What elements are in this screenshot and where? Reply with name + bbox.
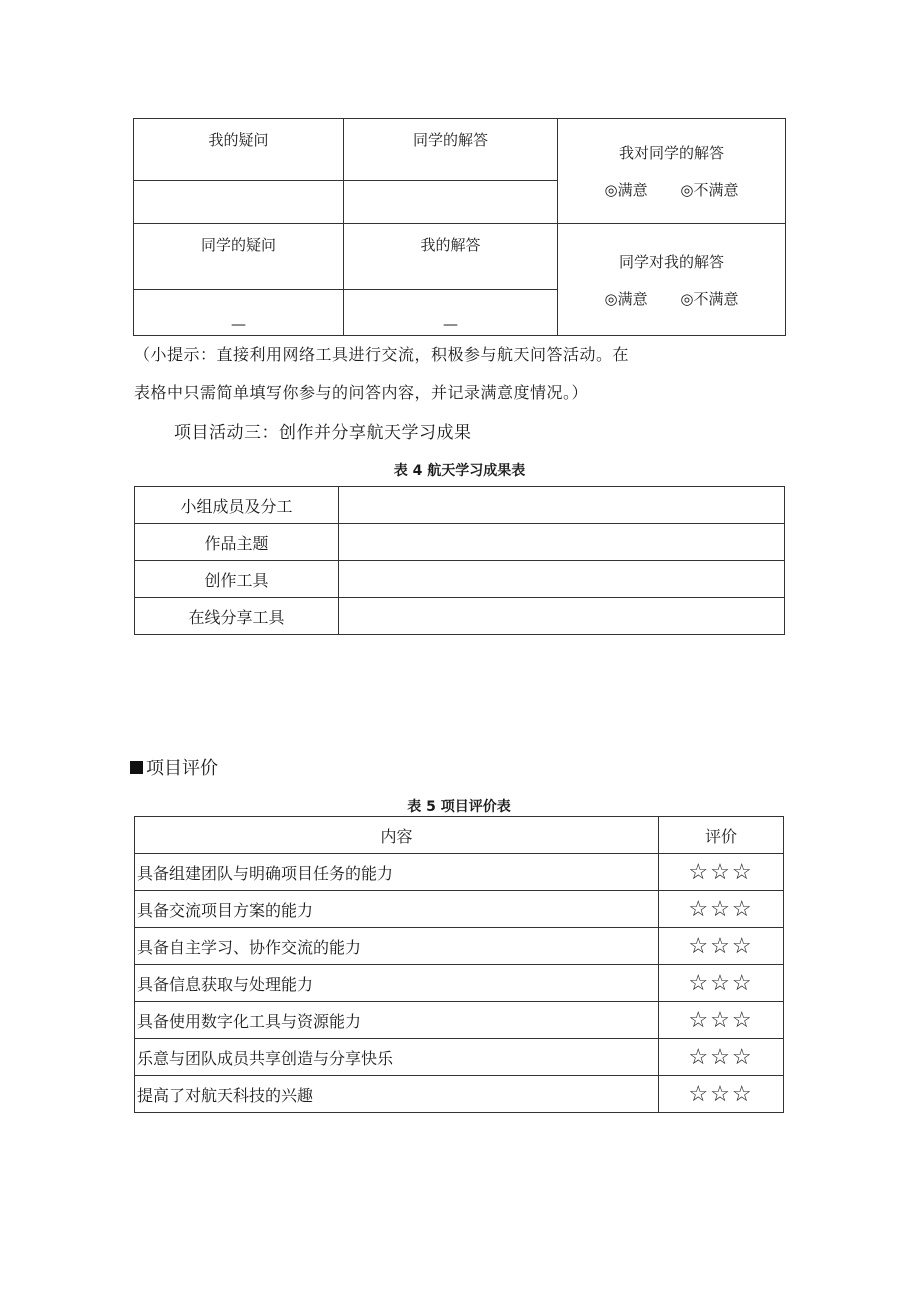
- table-row: [135, 928, 784, 965]
- my-rating-title: 我对同学的解答: [618, 144, 724, 162]
- row-input-cell[interactable]: [339, 598, 785, 635]
- my-question-header: 我的疑问: [134, 119, 344, 181]
- black-square-icon: [130, 761, 143, 774]
- table-row: [135, 1002, 784, 1039]
- star-rating[interactable]: ☆☆☆: [659, 928, 784, 965]
- my-rating-cell: [558, 119, 786, 224]
- star-rating[interactable]: ☆☆☆: [659, 965, 784, 1002]
- my-rating-satisfied-option[interactable]: ◎满意: [604, 181, 648, 199]
- my-answer-header: 我的解答: [344, 224, 558, 290]
- table-row: [135, 598, 785, 635]
- table5-caption: 表 5 项目评价表: [407, 799, 511, 815]
- row-input-cell[interactable]: [339, 524, 785, 561]
- tip-line-2: 表格中只需简单填写你参与的问答内容，并记录满意度情况。）: [134, 383, 589, 402]
- classmate-rating-unsatisfied-option[interactable]: ◎不满意: [680, 289, 739, 308]
- evaluation-table: [134, 816, 784, 1113]
- table-row: [135, 561, 785, 598]
- criterion-text: 具备自主学习、协作交流的能力: [135, 928, 659, 965]
- row-input-cell[interactable]: [339, 487, 785, 524]
- table-header-row: [135, 817, 784, 854]
- table-row: [135, 487, 785, 524]
- row-input-cell[interactable]: [339, 561, 785, 598]
- my-answer-cell[interactable]: —: [344, 290, 558, 336]
- criterion-text: 具备交流项目方案的能力: [135, 891, 659, 928]
- star-rating[interactable]: ☆☆☆: [659, 891, 784, 928]
- tip-line-1: （小提示：直接利用网络工具进行交流，积极参与航天问答活动。在: [134, 345, 630, 364]
- table-row: [135, 891, 784, 928]
- table-row: [135, 965, 784, 1002]
- criterion-text: 具备信息获取与处理能力: [135, 965, 659, 1002]
- classmate-rating-cell: [558, 224, 786, 336]
- star-rating[interactable]: ☆☆☆: [659, 1076, 784, 1113]
- criterion-text: 具备使用数字化工具与资源能力: [135, 1002, 659, 1039]
- row-label: 小组成员及分工: [135, 487, 339, 524]
- table-row: [135, 854, 784, 891]
- qa-table: [133, 118, 786, 336]
- criterion-text: 提高了对航天科技的兴趣: [135, 1076, 659, 1113]
- table4-caption: 表 4 航天学习成果表: [393, 463, 526, 479]
- result-table: [134, 486, 785, 635]
- star-rating[interactable]: ☆☆☆: [659, 1002, 784, 1039]
- star-rating[interactable]: ☆☆☆: [659, 1039, 784, 1076]
- header-rating: 评价: [659, 817, 784, 854]
- classmate-rating-title: 同学对我的解答: [618, 252, 724, 271]
- table-row: [135, 1039, 784, 1076]
- activity-title: 项目活动三：创作并分享航天学习成果: [174, 423, 472, 443]
- my-question-cell[interactable]: [134, 181, 344, 224]
- header-content: 内容: [135, 817, 659, 854]
- table-row: [135, 524, 785, 561]
- classmate-question-header: 同学的疑问: [134, 224, 344, 290]
- classmate-rating-satisfied-option[interactable]: ◎满意: [604, 289, 648, 308]
- table-row: [135, 1076, 784, 1113]
- my-rating-unsatisfied-option[interactable]: ◎不满意: [680, 181, 739, 199]
- row-label: 在线分享工具: [135, 598, 339, 635]
- star-rating[interactable]: ☆☆☆: [659, 854, 784, 891]
- section-title-text: 项目评价: [146, 758, 218, 779]
- classmate-question-cell[interactable]: —: [134, 290, 344, 336]
- criterion-text: 乐意与团队成员共享创造与分享快乐: [135, 1039, 659, 1076]
- row-label: 作品主题: [135, 524, 339, 561]
- row-label: 创作工具: [135, 561, 339, 598]
- classmate-answer-header: 同学的解答: [344, 119, 558, 181]
- classmate-answer-cell[interactable]: [344, 181, 558, 224]
- criterion-text: 具备组建团队与明确项目任务的能力: [135, 854, 659, 891]
- section-title: [130, 754, 218, 780]
